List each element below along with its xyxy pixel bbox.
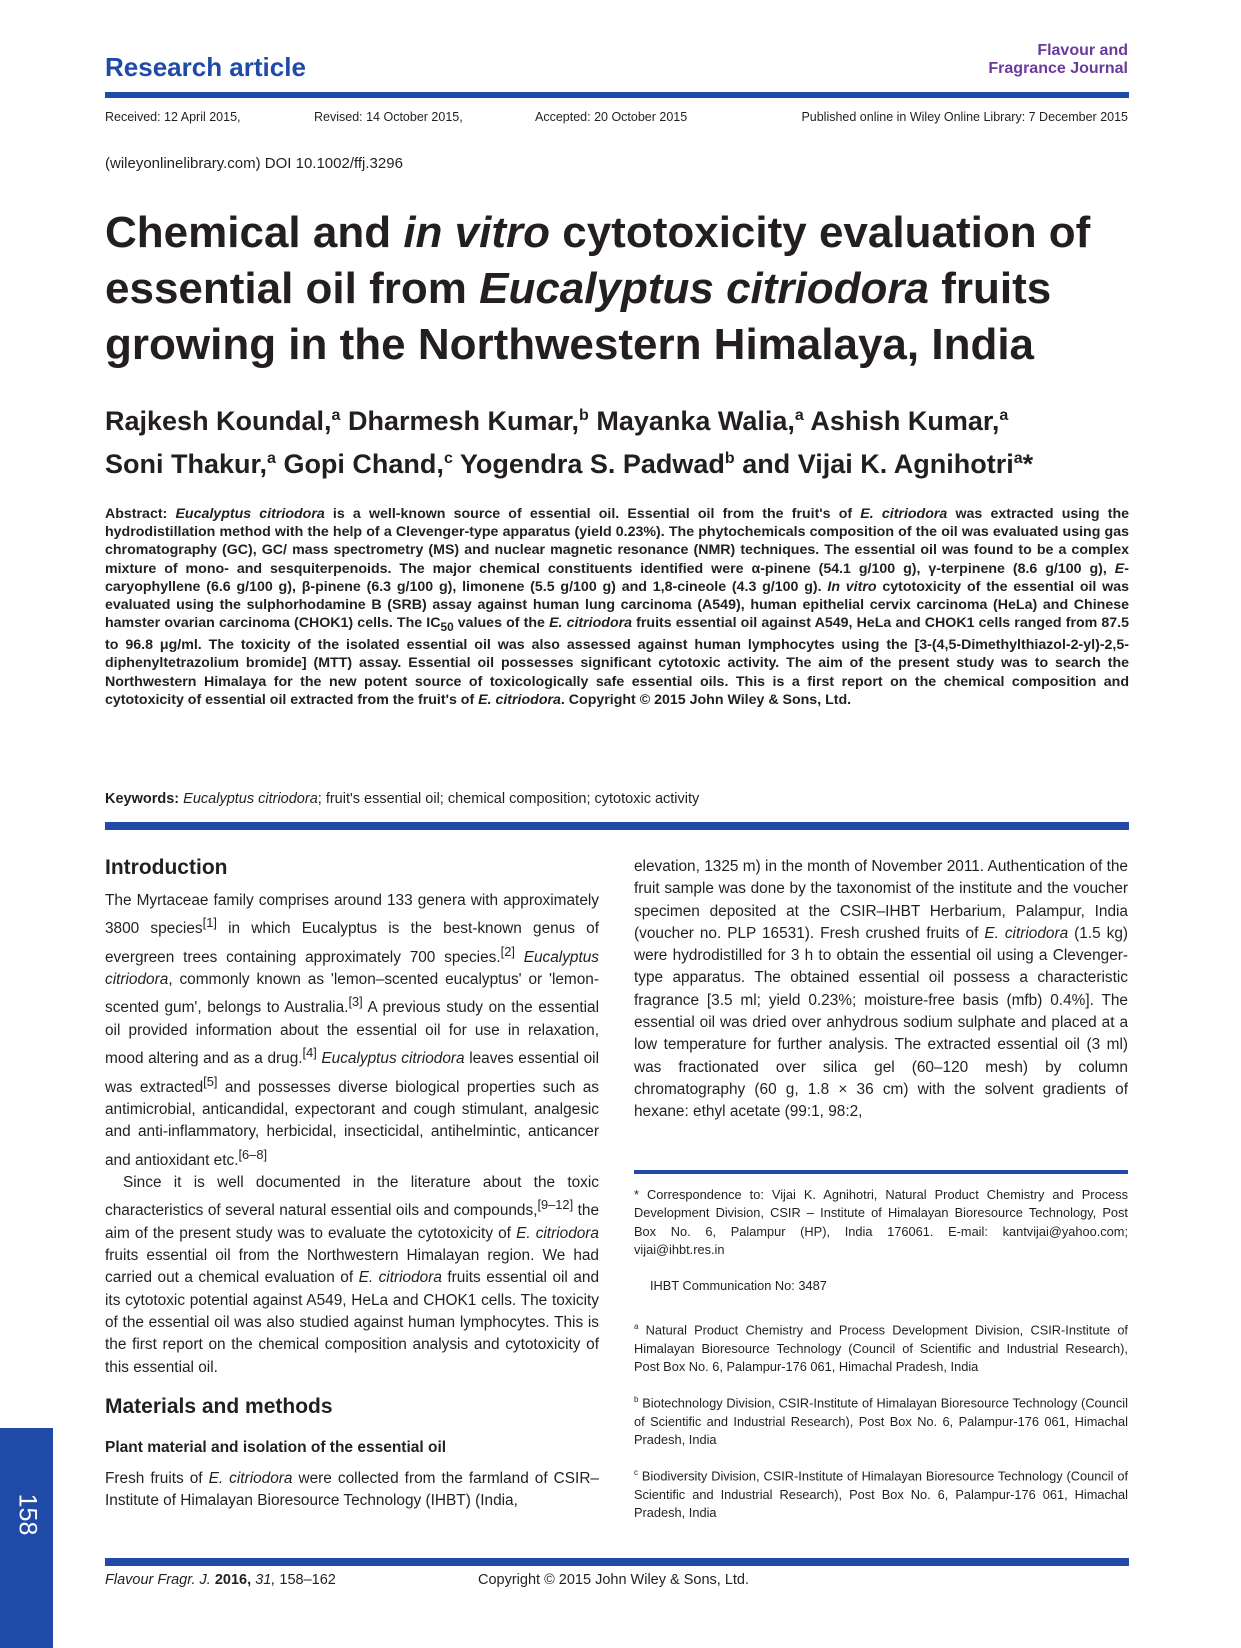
footer-citation xyxy=(105,1572,336,1588)
text: (1.5 kg) were hydrodistilled for 3 h to obtain the essential oil using a Clevenger-type apparatus. The obtained essential oil possess a characteristic fragrance [3.5 ml; yield 0.23%; moisture-free basis (mfb) 0.4%]. The essential oil was dried over anhydrous sodium sulphate and placed at a low temperature for further analysis. The extracted essential oil (3 ml) was fractionated over silica gel (60–120 mesh) by column chromatography (60 g, 1.8 × 36 cm) with the solvent gradients of hexane: ethyl acetate (99:1, 98:2, xyxy=(634,924,1128,1121)
affiliation-mark: a xyxy=(1013,450,1023,467)
received-date: Received: 12 April 2015, xyxy=(105,110,241,124)
header-rule xyxy=(105,92,1129,98)
published-date: Published online in Wiley Online Library: 7 December 2015 xyxy=(801,110,1128,124)
footer-rule xyxy=(105,1558,1129,1566)
citation-year: 2016, xyxy=(214,1572,252,1588)
keyword-text: ; fruit's essential oil; chemical composition; cytotoxic activity xyxy=(317,791,700,807)
affiliation-mark: a xyxy=(267,450,276,467)
reference-mark: [4] xyxy=(302,1045,317,1061)
affiliation-a xyxy=(634,1318,1128,1376)
abstract-italic: E. citriodora xyxy=(478,691,561,708)
journal-name xyxy=(988,42,1128,78)
abstract-italic: E. citriodora xyxy=(860,506,948,522)
author: Rajkesh Koundal, xyxy=(105,406,332,436)
keywords-rule xyxy=(105,822,1129,830)
methods-continued xyxy=(634,856,1128,1124)
paragraph xyxy=(105,1172,599,1379)
abstract-italic: In vitro xyxy=(827,578,877,595)
abstract-text: . Copyright © 2015 John Wiley & Sons, Ltd. xyxy=(560,691,852,708)
footer-copyright: Copyright © 2015 John Wiley & Sons, Ltd. xyxy=(478,1572,750,1588)
text xyxy=(515,949,524,966)
italic-text: E. citriodora xyxy=(208,1470,293,1487)
keywords-label: Keywords: xyxy=(105,791,184,807)
affiliation-mark: b xyxy=(579,407,589,424)
italic-text: E. citriodora xyxy=(984,924,1069,942)
text: and possesses diverse biological properties such as antimicrobial, anticandidal, expectorant and cough stimulant, analgesic and anti-inflammatory, herbicidal, insecticidal, antihelmintic, anticancer and antioxidant etc. xyxy=(105,1078,599,1169)
affiliation-c xyxy=(634,1464,1128,1522)
abstract-label: Abstract: xyxy=(105,506,176,522)
text: leaves essential oil was extracted xyxy=(105,1050,600,1096)
author: Soni Thakur, xyxy=(105,449,268,479)
abstract-text: values of the xyxy=(453,615,550,632)
paragraph xyxy=(105,1468,599,1513)
abstract-text: -caryophyllene (6.6 g/100 g), β-pinene (6.3 g/100 g), limonene (5.5 g/100 g) and 1,8-cineole (4.3 g/100 g). xyxy=(105,560,1129,595)
keyword-italic: Eucalyptus citriodora xyxy=(183,791,318,807)
author: Mayanka Walia, xyxy=(588,406,795,436)
text: Since it is well documented in the literature about the toxic characteristics of several natural essential oils and compounds, xyxy=(105,1174,599,1220)
italic-text: Eucalyptus citriodora xyxy=(321,1050,465,1068)
affiliation-mark: a xyxy=(634,1322,639,1331)
abstract-text: was extracted using the hydrodistillation method with the help of a Clevenger-type apparatus (yield 0.23%). The phytochemicals composition of the oil was evaluated using gas chromatography (GC), GC/ mass spectrometry (MS) and nuclear magnetic resonance (NMR) techniques. The essential oil was found to be a complex mixture of mono- and sesquiterpenoids. The major chemical constituents identified were α-pinene (54.1 g/100 g), γ-terpinene (8.6 g/100 g), xyxy=(105,506,1129,577)
affiliation-mark: b xyxy=(724,450,735,467)
abstract-text: cytotoxicity of the essential oil was evaluated using the sulphorhodamine B (SRB) assay against human lung carcinoma (A549), human epithelial cervix carcinoma (HeLa) and Chinese hamster ovarian carcinoma (CHOK1) cells. The IC xyxy=(105,578,1129,632)
affiliation-mark: c xyxy=(443,450,453,467)
journal-abbrev: Flavour Fragr. J. xyxy=(105,1572,211,1588)
title-text: fruits growing in the Northwestern Himalaya, India xyxy=(105,264,1052,369)
abstract-text: is a well-known source of essential oil. Essential oil from the fruit's of xyxy=(324,506,861,522)
journal-name-line2: Fragrance Journal xyxy=(988,60,1128,77)
italic-text: E. citriodora xyxy=(358,1269,442,1287)
title-text: cytotoxicity evaluation of essential oil from xyxy=(105,208,1091,313)
reference-mark: [9–12] xyxy=(537,1197,574,1213)
text: fruits essential oil and its cytotoxic potential against A549, HeLa and CHOK1 cells. The toxicity of the essential oil was also studied against human lymphocytes. This is the first report on the chemical composition analysis and cytotoxicity of this essential oil. xyxy=(105,1269,599,1376)
title-italic: Eucalyptus citriodora xyxy=(479,264,929,313)
correspondence-note: * Correspondence to: Vijai K. Agnihotri, Natural Product Chemistry and Process Development Division, CSIR – Institute of Himalayan Bioresource Technology, Post Box No. 6, Palampur (HP), India 176061. E-mail: kantvijai@yahoo.com; vijai@ihbt.res.in xyxy=(634,1187,1128,1258)
corresponding-mark: * xyxy=(1022,449,1034,479)
reference-mark: [2] xyxy=(500,943,515,959)
article-type-label: Research article xyxy=(105,52,306,82)
page-number: 158 xyxy=(13,1493,42,1536)
accepted-date: Accepted: 20 October 2015 xyxy=(535,110,688,124)
affiliation-mark: b xyxy=(634,1395,639,1404)
keywords xyxy=(105,791,1129,807)
methods-heading: Materials and methods xyxy=(105,1395,333,1418)
author: Yogendra S. Padwad xyxy=(452,449,725,479)
affiliation-text: Biodiversity Division, CSIR-Institute of Himalayan Bioresource Technology (Council of Scientific and Industrial Research), Post Box No. 6, Palampur-176 061, Himachal Pradesh, India xyxy=(634,1468,1128,1521)
text: The Myrtaceae family comprises around 133 genera with approximately 3800 species xyxy=(105,892,599,938)
affiliation-mark: a xyxy=(794,407,804,424)
journal-name-line1: Flavour and xyxy=(1037,42,1128,59)
abstract-italic: Eucalyptus citriodora xyxy=(175,506,325,522)
abstract-italic: E. citriodora xyxy=(549,615,633,632)
article-title xyxy=(105,205,1145,373)
methods-body xyxy=(105,1468,599,1513)
doi-line: (wileyonlinelibrary.com) DOI 10.1002/ffj.3296 xyxy=(105,155,403,172)
affiliation-b xyxy=(634,1391,1128,1449)
reference-mark: [3] xyxy=(348,994,363,1010)
text: fruits essential oil from the Northwestern Himalayan region. We had carried out a chemical evaluation of xyxy=(105,1247,599,1287)
affiliation-mark: a xyxy=(331,407,341,424)
italic-text: E. citriodora xyxy=(516,1224,599,1242)
text: the aim of the present study was to evaluate the cytotoxicity of xyxy=(105,1202,599,1242)
affiliation-text: Biotechnology Division, CSIR-Institute of Himalayan Bioresource Technology (Council of Scientific and Industrial Research), Post Box No. 6, Palampur-176 061, Himachal Pradesh, India xyxy=(634,1395,1128,1448)
author: Ashish Kumar, xyxy=(803,406,1000,436)
citation-pages: 158–162 xyxy=(279,1572,336,1588)
footnotes-rule xyxy=(634,1170,1128,1174)
author-list xyxy=(105,397,1145,483)
reference-mark: [5] xyxy=(203,1073,218,1089)
title-italic: in vitro xyxy=(403,208,550,257)
paragraph xyxy=(105,890,599,1172)
citation-volume: 31, xyxy=(255,1572,276,1588)
text: A previous study on the essential oil provided information about the essential oil for use in relaxation, mood altering and as a drug. xyxy=(105,999,599,1068)
text: , commonly known as 'lemon–scented eucalyptus' or 'lemon-scented gum', belongs to Australia. xyxy=(105,971,599,1017)
reference-mark: [1] xyxy=(202,915,217,931)
text: elevation, 1325 m) in the month of November 2011. Authentication of the fruit sample was done by the taxonomist of the institute and the voucher specimen deposited at the CSIR–IHBT Herbarium, Palampur, India (voucher no. PLP 16531). Fresh crushed fruits of xyxy=(634,858,1128,942)
author: Gopi Chand, xyxy=(275,449,444,479)
plant-material-subheading: Plant material and isolation of the essential oil xyxy=(105,1439,447,1456)
abstract-italic: E xyxy=(1114,560,1125,577)
communication-number: IHBT Communication No: 3487 xyxy=(650,1278,827,1293)
revised-date: Revised: 14 October 2015, xyxy=(314,110,463,124)
affiliation-text: Natural Product Chemistry and Process Development Division, CSIR-Institute of Himalayan Bioresource Technology (Council of Scientific and Industrial Research), Post Box No. 6, Palampur-176 061, Himachal Pradesh, India xyxy=(634,1322,1128,1375)
reference-mark: [6–8] xyxy=(238,1146,268,1162)
abstract xyxy=(105,505,1129,709)
text: in which Eucalyptus is the best-known genus of evergreen trees containing approximately 700 species. xyxy=(105,920,599,966)
paragraph xyxy=(634,856,1128,1124)
italic-text: Eucalyptus citriodora xyxy=(105,948,600,989)
text: were collected from the farmland of CSIR–Institute of Himalayan Bioresource Technology (IHBT) (India, xyxy=(105,1470,599,1510)
abstract-subscript: 50 xyxy=(440,620,454,635)
affiliation-mark: a xyxy=(999,407,1009,424)
affiliation-mark: c xyxy=(634,1468,638,1477)
abstract-text: fruits essential oil against A549, HeLa and CHOK1 cells ranged from 87.5 to 96.8 μg/ml. The toxicity of the isolated essential oil was also assessed against human lymphocytes using the [3-(4,5-Dimethylthiazol-2-yl)-2,5-diphenyltetrazolium bromide] (MTT) assay. Essential oil possesses significant cytotoxic activity. The aim of the present study was to search the Northwestern Himalaya for the new potent source of toxicologically safe essential oils. This is a first report on the chemical composition and cytotoxicity of essential oil extracted from the fruit's of xyxy=(105,615,1130,708)
text: Fresh fruits of xyxy=(105,1470,209,1487)
author: and Vijai K. Agnihotri xyxy=(734,449,1014,479)
introduction-heading: Introduction xyxy=(105,856,228,879)
title-text: Chemical and xyxy=(105,208,404,257)
author: Dharmesh Kumar, xyxy=(340,406,580,436)
introduction-body xyxy=(105,890,599,1379)
